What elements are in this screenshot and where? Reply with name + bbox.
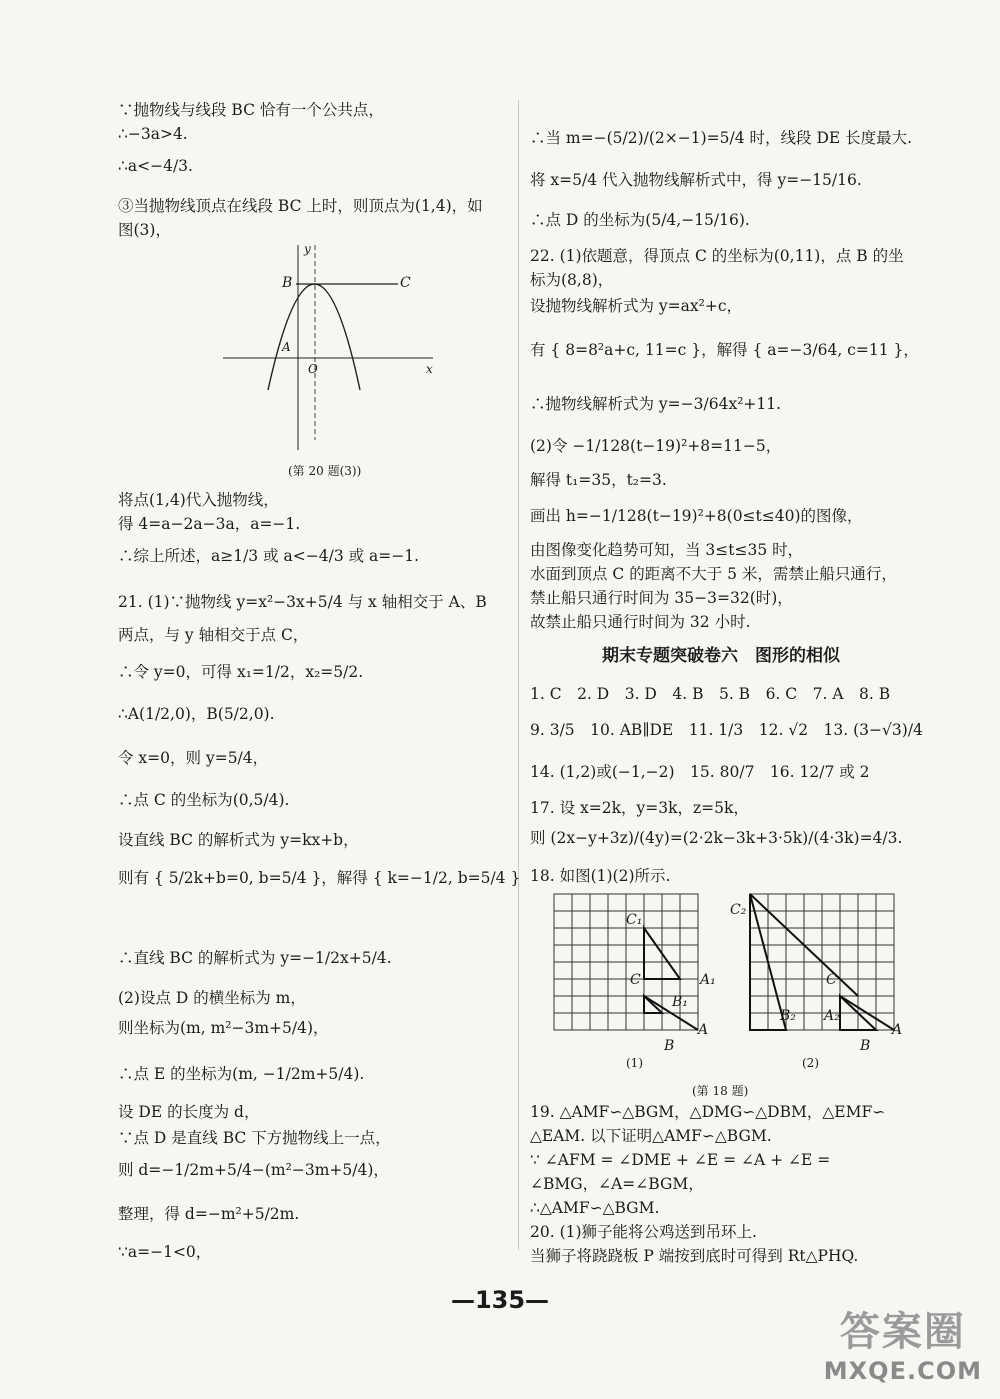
text-line: 则 (2x−y+3z)/(4y)=(2·2k−3k+3·5k)/(4·3k)=4/3. — [530, 829, 903, 847]
text-line: ∴点 E 的坐标为(m, −1/2m+5/4). — [118, 1065, 365, 1083]
text-line: 19. △AMF∽△BGM，△DMG∽△DBM，△EMF∽ — [530, 1103, 886, 1121]
text-line: ∴点 D 的坐标为(5/4,−15/16). — [530, 211, 750, 229]
grid-label: B₁ — [672, 994, 688, 1010]
text-line: ∴△AMF∽△BGM. — [530, 1199, 660, 1217]
parabola-figure — [218, 240, 438, 460]
text-line: ∴抛物线解析式为 y=−3/64x²+11. — [530, 395, 782, 413]
text-line: 由图像变化趋势可知，当 3≤t≤35 时， — [530, 541, 804, 559]
text-line: 设 DE 的长度为 d， — [118, 1103, 260, 1121]
text-line: 将 x=5/4 代入抛物线解析式中，得 y=−15/16. — [530, 171, 862, 189]
text-line: 水面到顶点 C 的距离不大于 5 米，需禁止船只通行， — [530, 565, 897, 583]
grid-caption-2: (2) — [802, 1056, 819, 1070]
text-line: 将点(1,4)代入抛物线， — [118, 491, 279, 509]
text-line: 整理，得 d=−m²+5/2m. — [118, 1205, 300, 1223]
text-line: 18. 如图(1)(2)所示. — [530, 867, 671, 885]
text-line: 22. (1)依题意，得顶点 C 的坐标为(0,11)，点 B 的坐 — [530, 247, 904, 265]
text-line: ∴A(1/2,0)，B(5/2,0). — [118, 705, 275, 723]
grid-label: B₂ — [780, 1008, 796, 1024]
text-line: ∵a=−1<0， — [118, 1243, 212, 1261]
watermark — [824, 1300, 982, 1385]
text-line: 令 x=0，则 y=5/4， — [118, 749, 269, 767]
grid-caption-1: (1) — [626, 1056, 643, 1070]
text-line: 9. 3/5 10. AB∥DE 11. 1/3 12. √2 13. (3−√3)/4 — [530, 721, 923, 739]
text-line: ∵ ∠AFM = ∠DME + ∠E = ∠A + ∠E = — [530, 1151, 831, 1169]
point-label-c: C — [400, 275, 411, 291]
text-line: 有 { 8=8²a+c, 11=c }，解得 { a=−3/64, c=11 }， — [530, 341, 919, 359]
text-line: 禁止船只通行时间为 35−3=32(时)， — [530, 589, 793, 607]
point-label-a: A — [282, 340, 291, 354]
text-line: ∴点 C 的坐标为(0,5/4). — [118, 791, 290, 809]
text-line: 标为(8,8)， — [530, 271, 614, 289]
watermark-logo: 答案圈 — [839, 1309, 966, 1355]
grid-label: C — [630, 972, 641, 988]
grid-label: B — [664, 1038, 675, 1054]
text-line: 当狮子将跷跷板 P 端按到底时可得到 Rt△PHQ. — [530, 1247, 859, 1265]
text-line: 21. (1)∵抛物线 y=x²−3x+5/4 与 x 轴相交于 A、B — [118, 593, 487, 611]
text-line: 则坐标为(m, m²−3m+5/4)， — [118, 1019, 329, 1037]
text-line: 17. 设 x=2k，y=3k，z=5k， — [530, 799, 749, 817]
text-line: 得 4=a−2a−3a，a=−1. — [118, 515, 301, 533]
text-line: 设抛物线解析式为 y=ax²+c， — [530, 297, 743, 315]
point-label-b: B — [282, 275, 293, 291]
text-line: ∴a<−4/3. — [118, 157, 193, 175]
column-divider — [518, 100, 519, 1250]
axis-label-y: y — [304, 242, 311, 256]
text-line: 则有 { 5/2k+b=0, b=5/4 }，解得 { k=−1/2, b=5/4 } — [118, 869, 521, 887]
text-line: ∴当 m=−(5/2)/(2×−1)=5/4 时，线段 DE 长度最大. — [530, 129, 913, 147]
text-line: (2)设点 D 的横坐标为 m， — [118, 989, 306, 1007]
grid-label: A — [892, 1022, 903, 1038]
figure-caption: (第 20 题(3)) — [288, 464, 362, 478]
text-line: 图(3)， — [118, 221, 171, 239]
text-line: 解得 t₁=35，t₂=3. — [530, 471, 667, 489]
grid-label: B — [860, 1038, 871, 1054]
text-line: ∵抛物线与线段 BC 恰有一个公共点， — [118, 101, 384, 119]
grid-label: A — [698, 1022, 709, 1038]
grid-label: C₁ — [626, 912, 643, 928]
text-line: 画出 h=−1/128(t−19)²+8(0≤t≤40)的图像， — [530, 507, 863, 525]
axis-label-x: x — [426, 362, 433, 376]
text-line: ∴直线 BC 的解析式为 y=−1/2x+5/4. — [118, 949, 392, 967]
text-line: ∠BMG，∠A=∠BGM， — [530, 1175, 704, 1193]
point-label-o: O — [308, 362, 318, 376]
text-line: 设直线 BC 的解析式为 y=kx+b， — [118, 831, 359, 849]
text-line: ∴综上所述，a≥1/3 或 a<−4/3 或 a=−1. — [118, 547, 420, 565]
grid-label: C₂ — [730, 902, 747, 918]
similar-triangles-grid-figure — [552, 892, 932, 1072]
page-number: —135— — [450, 1286, 550, 1314]
text-line: 故禁止船只通行时间为 32 小时. — [530, 613, 751, 631]
text-line: 20. (1)狮子能将公鸡送到吊环上. — [530, 1223, 757, 1241]
watermark-url: MXQE.COM — [823, 1357, 982, 1385]
section-title: 期末专题突破卷六 图形的相似 — [602, 646, 840, 666]
text-line: 两点，与 y 轴相交于点 C， — [118, 626, 309, 644]
text-line: △EAM. 以下证明△AMF∽△BGM. — [530, 1127, 772, 1145]
grid-label: A₁ — [700, 972, 716, 988]
text-line: ③当抛物线顶点在线段 BC 上时，则顶点为(1,4)，如 — [118, 197, 483, 215]
text-line: ∴−3a>4. — [118, 125, 188, 143]
grid-label: A₂ — [824, 1008, 840, 1024]
text-line: 1. C 2. D 3. D 4. B 5. B 6. C 7. A 8. B — [530, 685, 891, 703]
grid-label: C — [826, 972, 837, 988]
text-line: (2)令 −1/128(t−19)²+8=11−5， — [530, 437, 782, 455]
text-line: 14. (1,2)或(−1,−2) 15. 80/7 16. 12/7 或 2 — [530, 763, 870, 781]
grid-caption-main: (第 18 题) — [692, 1084, 749, 1098]
text-line: 则 d=−1/2m+5/4−(m²−3m+5/4)， — [118, 1161, 389, 1179]
text-line: ∵点 D 是直线 BC 下方抛物线上一点， — [118, 1129, 391, 1147]
text-line: ∴令 y=0，可得 x₁=1/2，x₂=5/2. — [118, 663, 364, 681]
